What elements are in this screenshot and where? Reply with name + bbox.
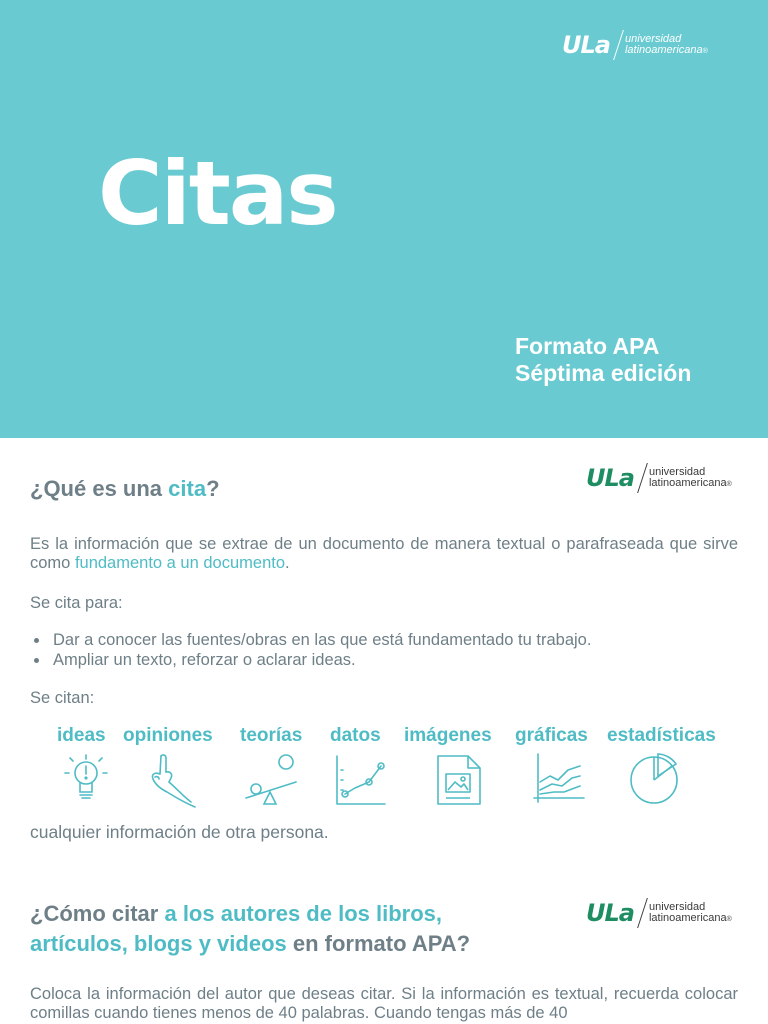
pie-chart-icon (628, 752, 682, 806)
category-label-graficas: gráficas (515, 725, 588, 746)
heading-accent: artículos, blogs y videos (30, 931, 287, 956)
university-logo (586, 898, 732, 928)
page-title: Citas (98, 142, 337, 245)
category-label-ideas: ideas (57, 725, 106, 746)
logo-registered: ® (726, 480, 732, 488)
category-label-estadisticas: estadísticas (607, 725, 716, 746)
heading-text-end: ? (206, 476, 220, 501)
definition-end: . (285, 554, 290, 572)
cite-for-label: Se cita para: (30, 594, 123, 612)
category-label-imagenes: imágenes (404, 725, 492, 746)
category-label-opiniones: opiniones (123, 725, 213, 746)
pointing-hand-icon (143, 752, 199, 810)
logo-registered: ® (726, 915, 732, 923)
logo-line-1: universidad (648, 900, 706, 913)
section-heading-what-is-citation (30, 474, 220, 504)
edition-label: Séptima edición (515, 360, 692, 386)
cover-banner (0, 0, 768, 438)
format-label: Formato APA (515, 333, 660, 359)
list-item: Dar a conocer las fuentes/obras en las que está fundamentado tu trabajo. (30, 630, 591, 650)
image-file-icon (434, 752, 484, 808)
logo-wordmark (649, 902, 732, 925)
line-chart-icon (333, 752, 389, 808)
ula-logo-mark: ULa (586, 464, 634, 492)
logo-wordmark (649, 467, 732, 490)
logo-registered: ® (702, 47, 708, 55)
heading-text: en formato APA? (286, 931, 471, 956)
heading-text: ¿Cómo citar (30, 901, 165, 926)
logo-divider (637, 463, 648, 493)
category-label-datos: datos (330, 725, 381, 746)
closing-line: cualquier información de otra persona. (30, 822, 329, 842)
lightbulb-icon (60, 752, 112, 804)
logo-wordmark (625, 34, 708, 57)
cited-label: Se citan: (30, 689, 95, 707)
university-logo (562, 30, 708, 60)
logo-divider (637, 898, 648, 928)
definition-accent: fundamento a un documento (74, 554, 286, 572)
logo-line-1: universidad (624, 32, 682, 45)
logo-line-2: latinoamericana (648, 476, 727, 489)
purpose-list (30, 630, 591, 670)
list-item: Ampliar un texto, reforzar o aclarar ideas. (30, 650, 591, 670)
seesaw-icon (242, 752, 300, 808)
ula-logo-mark: ULa (562, 31, 610, 59)
heading-line-1 (30, 899, 470, 929)
citation-definition (30, 535, 738, 573)
heading-accent: a los autores de los libros, (164, 901, 442, 926)
section-heading-how-to-cite (30, 899, 470, 959)
ula-logo-mark: ULa (586, 899, 634, 927)
university-logo (586, 463, 732, 493)
logo-line-2: latinoamericana (648, 911, 727, 924)
graph-icon (532, 752, 586, 806)
cover-subtitle (515, 333, 691, 387)
logo-line-2: latinoamericana (624, 43, 703, 56)
how-to-cite-paragraph: Coloca la información del autor que deseas citar. Si la información es textual, recuerda colocar comillas cuando tienes menos de 40 palabras. Cuando tengas más de 40 (30, 985, 738, 1022)
heading-text: ¿Qué es una (30, 476, 169, 501)
heading-line-2 (30, 929, 470, 959)
definition-text: Es la información que se extrae de un documento de manera textual o parafraseada que sirve como (30, 535, 738, 572)
category-label-teorias: teorías (240, 725, 303, 746)
logo-divider (613, 30, 624, 60)
heading-accent: cita (168, 476, 207, 501)
logo-line-1: universidad (648, 465, 706, 478)
